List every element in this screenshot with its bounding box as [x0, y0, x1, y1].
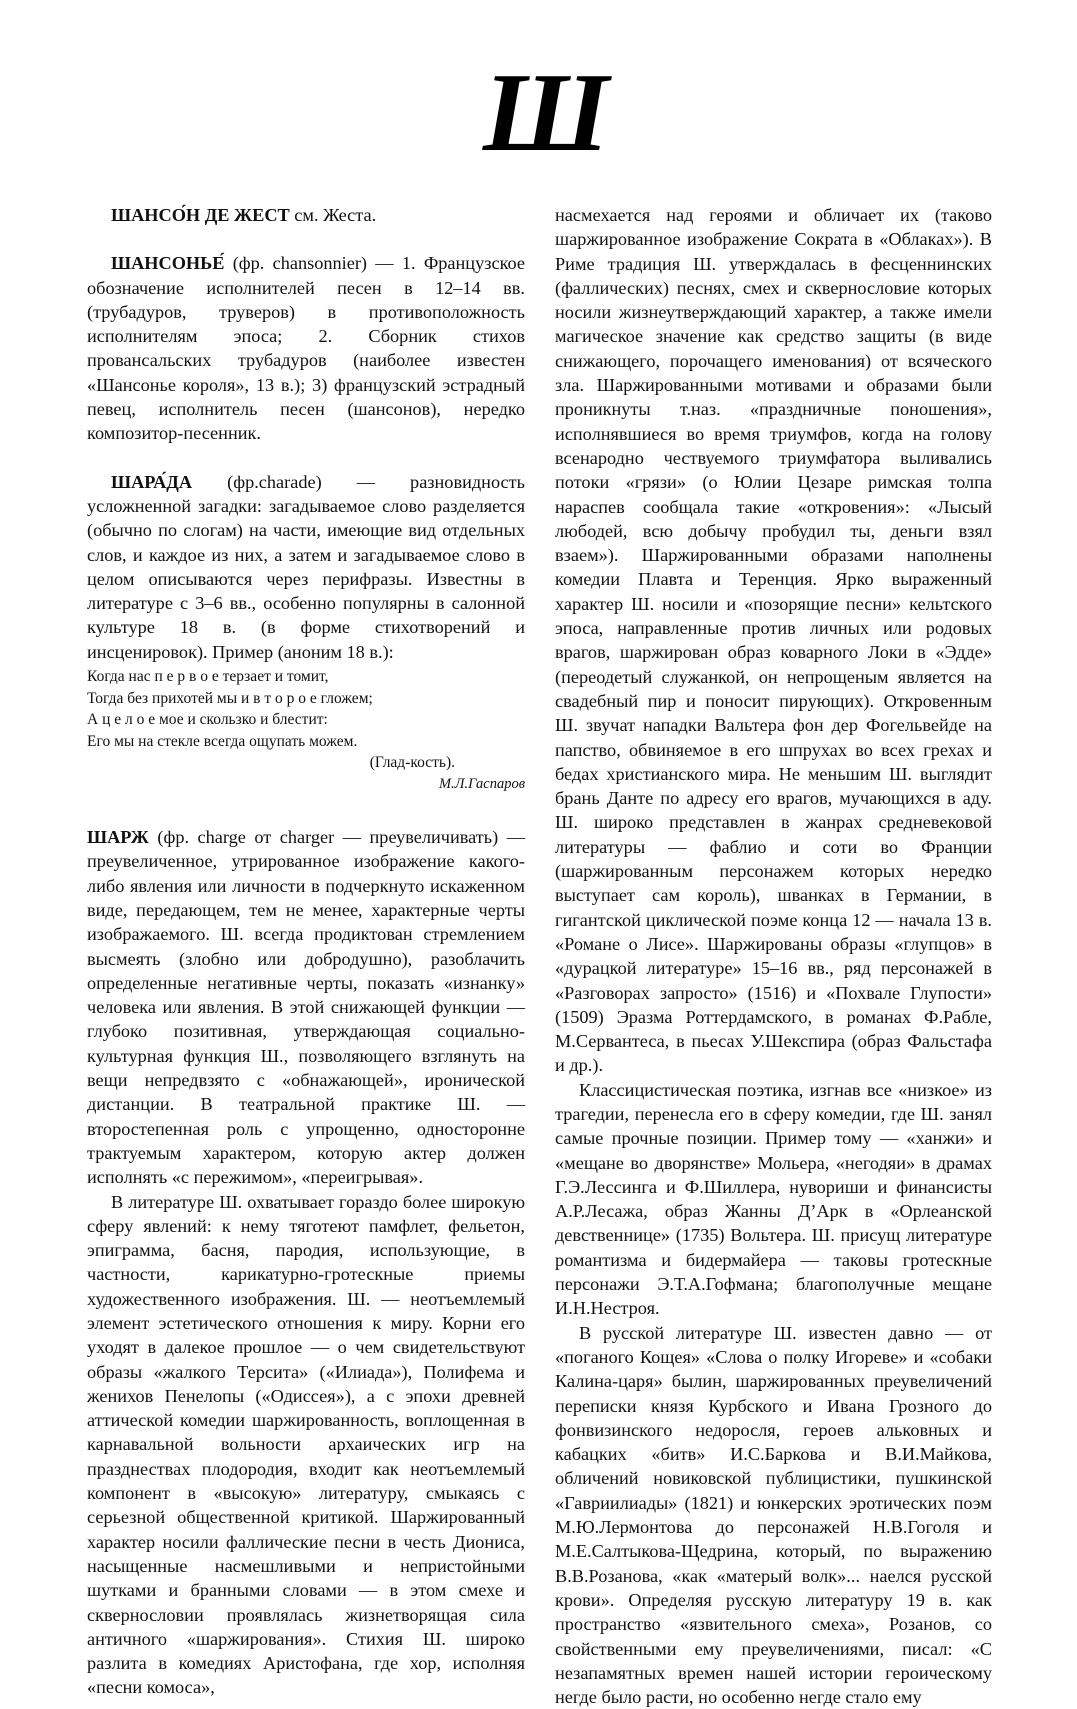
paragraph: Классицистическая поэтика, изгнав все «низкое» из трагедии, перенесла его в сферу комедии, где Ш. занял самые прочные позиции. Пример тому — «ханжи» и «мещане во дворянстве» Мольера, «негодяи» в драмах Г.Э.Лессинга и Ф.Шиллера, нувориши и финансисты А.Р.Лесажа, образ Жанны Д’Арк в «Орлеанской девственнице» (1735) Вольтера. Ш. присущ литературе романтизма и бидермайера — таковы гротескные персонажи Э.Т.А.Гофмана; благополучные мещане И.Н.Нестроя. — [555, 1079, 992, 1319]
entry-charade: ШАРА́ДА (фр.charade) — разновидность усложненной загадки: загадываемое слово разделяется (обычно по слогам) на части, имеющие вид отдельных слов, и каждое из них, а затем и загадываемое слово в целом описываются через перифразы. Известны в литературе с 3–6 вв., особенно популярны в салонной культуре 18 в. (в форме стихотворений и инсценировок). Пример (аноним 18 в.): — [87, 471, 525, 662]
poem-line: Его мы на стекле всегда ощупать можем. — [87, 732, 358, 750]
entry-chansonnier: ШАНСОНЬЕ́ (фр. chansonnier) — 1. Французское обозначение исполнителей песен в 12–14 вв. (трубадуров, труверов) в противоположность исполнителям эпоса; 2. Сборник стихов провансальских трубадуров (наиболее известен «Шансонье короля», 13 в.); 3) французский эстрадный певец, исполнитель песен (шансонов), нередко композитор-песенник. — [87, 253, 525, 444]
headword: ШАРА́ДА — [111, 471, 193, 492]
poem-line: Тогда без прихотей мы и в т о р о е гложем; — [87, 689, 373, 707]
paragraph: В литературе Ш. охватывает гораздо более широкую сферу явлений: к нему тяготеют памфлет, фельетон, эпиграмма, басня, пародия, использующие, в частности, карикатурно-гротескные приемы художественного изображения. Ш. — неотъемлемый элемент эстетического отношения к миру. Корни его уходят в далекое прошлое — о чем свидетельствуют образы «жалкого Терсита» («Илиада»), Полифема и женихов Пенелопы («Одиссея»), а с эпохи древней аттической комедии шаржированность, воплощенная в карнавальной вольности архаических игр на празднествах плодородия, входит как неотъемлемый компонент в «высокую» литературу, смыкаясь с серьезной общественной критикой. Шаржированный характер носили фаллические песни в честь Диониса, насыщенные насмешливыми и непристойными шутками и бранными словами — в этом смехе и сквернословии проявлялась жизнетворящая сила античного «шаржирования». Стихия Ш. широко разлита в комедиях Аристофана, где хор, исполняя «песни комоса», — [87, 1191, 525, 1698]
poem — [87, 666, 525, 795]
entry-charge: ШАРЖ (фр. charge от charger — преувеличивать) — преувеличенное, утрированное изображение какого-либо явления или личности в подчеркнуто искаженном виде, передающем, тем не менее, характерные черты изображаемого. Ш. всегда продиктован стремлением высмеять (злобно или добродушно), разоблачить определенные негативные черты, показать «изнанку» человека или явления. В этой снижающей функции — глубоко позитивная, утверждающая социально-культурная функция Ш., позволяющего взглянуть на вещи непредвзято с «обнажающей», иронической дистанции. В театральной практике Ш. — второстепенная роль с упрощенно, односторонне трактуемым характером, которую актер должен исполнять «с пережимом», «переигрывая». — [87, 827, 525, 1188]
poem-line: Когда нас п е р в о е терзает и томит, — [87, 668, 329, 686]
headword: ШАНСО́Н ДЕ ЖЕСТ — [111, 205, 290, 225]
left-column — [87, 203, 525, 1700]
paragraph: В русской литературе Ш. известен давно — от «поганого Кощея» «Слова о полку Игореве» и «собаки Калина-царя» былин, шаржированных преувеличений переписки князя Курбского и Ивана Грозного до фонвизинского недоросля, героев альковных и кабацких «битв» И.С.Баркова и В.И.Майкова, обличений новиковской публицистики, пушкинской «Гавриилиады» (1821) и юнкерских эротических поэм М.Ю.Лермонтова до персонажей Н.В.Гоголя и М.Е.Салтыкова-Щедрина, который, по выражению В.В.Розанова, «как «матерый волк»... наелся русской крови». Определяя русскую литературу 19 в. как пространство «язвительного смеха», Розанов, со свойственными ему преувеличениями, писал: «С незапамятных времен нашей истории героическому негде было расти, но особенно негде стало ему — [555, 1322, 992, 1708]
section-letter: Ш — [482, 51, 604, 175]
poem-line: А ц е л о е мое и скользко и блестит: — [87, 711, 328, 729]
poem-answer: (Глад-кость). — [369, 754, 455, 772]
headword: ШАРЖ — [87, 827, 149, 848]
right-column — [555, 203, 992, 1709]
entry-chanson-de-geste: ШАНСО́Н ДЕ ЖЕСТ см. Жеста. — [111, 205, 377, 225]
author-signature: М.Л.Гаспаров — [438, 775, 525, 792]
paragraph: насмехается над героями и обличает их (таково шаржированное изображение Сократа в «Облаках»). В Риме традиция Ш. утверждалась в фесценнинских (фаллических) песнях, смех и сквернословие которых носили жизнеутверждающий характер, а также имели магическое значение как средство защиты (в виде снижающего, порочащего именования) от всяческого зла. Шаржированными мотивами и образами были проникнуты т.наз. «праздничные поношения», исполнявшиеся во время триумфов, когда на голову всенародно чествуемого триумфатора выливались потоки «грязи» (о Юлии Цезаре римская толпа нараспев сообщала такие «откровения»: «Лысый любодей, всю добычу пробудил ты, деньги взял взаем»). Шаржированными образами наполнены комедии Плавта и Теренция. Ярко выраженный характер Ш. носили и «позорящие песни» кельтского эпоса, направленные против личных или родовых врагов, шаржирован образ коварного Локи в «Эдде» (переодетый служанкой, он непрощеным является на свадебный пир и поносит пирующих). Откровенным Ш. звучат нападки Вальтера фон дер Фогельвейде на папство, обвиняемое в его шпрухах во всех грехах и бедах христианского мира. Не меньшим Ш. выглядит брань Данте по адресу его врагов, мучающихся в аду. Ш. широко представлен в жанрах средневековой литературы — фаблио и соти во Франции (шаржированным персонажем которых нередко выступает сам король), шванках в Германии, в гигантской циклической поэме конца 12 — начала 13 в. «Романе о Лисе». Шаржированы образы «глупцов» в «дурацкой литературе» 15–16 вв., ряд персонажей в «Разговорах запросто» (1516) и «Похвале Глупости» (1509) Эразма Роттердамского, в романах Ф.Рабле, М.Сервантеса, в пьесах У.Шекспира (образ Фальстафа и др.). — [555, 205, 992, 1076]
headword: ШАНСОНЬЕ́ — [111, 253, 225, 274]
